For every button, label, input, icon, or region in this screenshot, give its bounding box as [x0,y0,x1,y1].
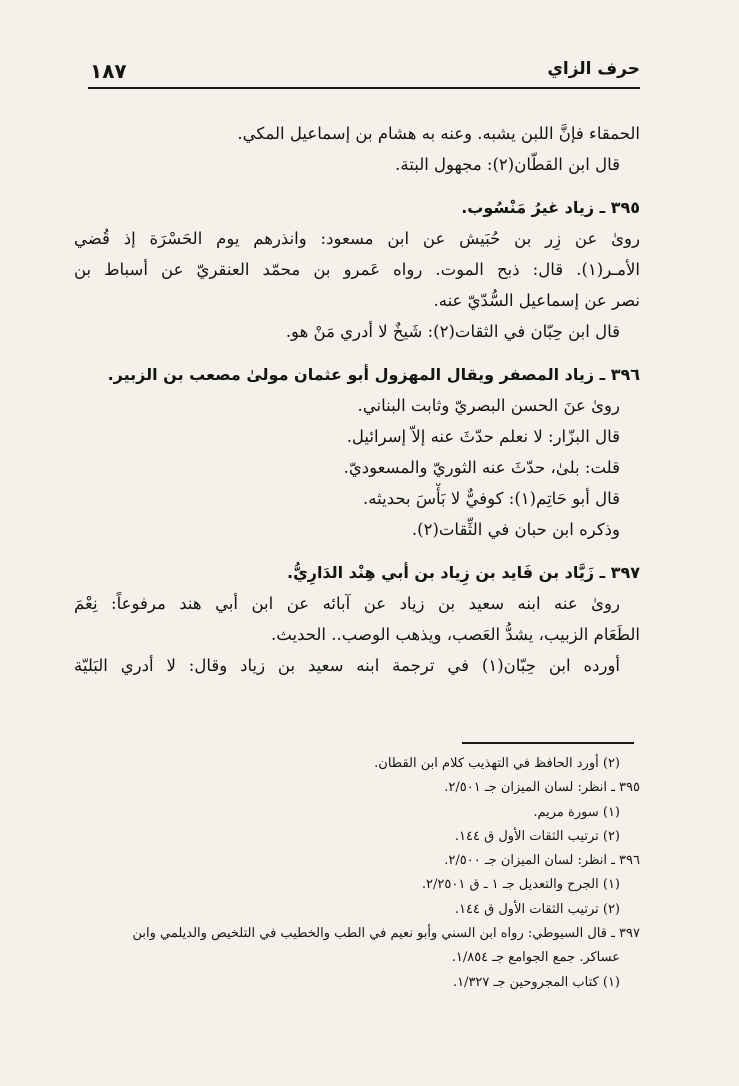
footnote-line: ٣٩٧ ـ قال السيوطي: رواه ابن السني وأبو نعيم في الطب والخطيب في التلخيص والديلمي وابن [132,926,640,942]
footnote-line: ٣٩٥ ـ انظر: لسان الميزان جـ ٢/٥٠١. [444,780,640,796]
text-line: قلت: بلىٰ، حدّثَ عنه الثوريّ والمسعوديّ. [343,458,620,477]
footnote-line: (٢) ترتيب الثقات الأول ق ١٤٤. [454,901,620,917]
footnote-line: (٢) أورد الحافظ في التهذيب كلام ابن القطان. [374,756,620,771]
entry-heading: ٣٩٧ ـ زَيَّاد بن فَايد بن زِياد بن أبي هِنْد الدَارِيُّ. [286,563,640,582]
text-line: قال ابن حِبّان في الثقات(٢): شَيخٌ لا أدري مَنْ هو. [285,322,620,341]
text-line: وذكره ابن حبان في الثِّقات(٢). [411,520,620,539]
footnotes [72,752,640,995]
footnote-line: (٢) ترتيب الثقات الأول ق ١٤٤. [454,828,620,844]
footnote-line: (١) كتاب المجروحين جـ ١/٣٢٧. [452,974,620,990]
text-line: روىٰ عنَ الحسن البصريّ وثابت البناني. [357,396,620,415]
text-line: روىٰ عنه ابنه سعيد بن زياد عن آبائه عن ابن أبي هند مرفوعاً: نِعْمَ [74,594,620,613]
text-line: الأمـر(١). قال: ذبح الموت. رواه عَمرو بن محمّد العنقريّ عن أسباط بن [74,260,640,279]
footnote-divider [462,742,634,744]
running-title: حرف الزاي [547,59,640,79]
page-number: ١٨٧ [90,59,127,83]
text-line: الحمقاء فإنَّ اللبن يشبه. وعنه به هشام بن إسماعيل المكي. [237,124,640,143]
footnote-line: (١) سورة مريم. [533,804,620,820]
text-line: روىٰ عن زِر بن حُبَيش عن ابن مسعود: وانذرهم يوم الحَسْرَة إذ قُضي [74,229,640,248]
text-line: قال البزّار: لا نعلم حدّثَ عنه إلاّ إسرائيل. [346,427,620,446]
entry-heading: ٣٩٦ ـ زياد المصفر ويقال المهزول أبو عثمان مولىٰ مصعب بن الزبير. [107,365,640,384]
text-line: قال أبو حَاتِم(١): كوفيٌّ لا بَأْسَ بحديثه. [363,489,620,508]
entry-heading: ٣٩٥ ـ زياد غيرُ مَنْسُوب. [461,198,640,217]
text-line: نصر عن إسماعيل السُّدّيّ عنه. [433,291,640,310]
text-line: أورده ابن حِبّان(١) في ترجمة ابنه سعيد بن زياد وقال: لا أدري البَليّة [74,656,620,675]
main-text [74,118,640,681]
footnote-line: (١) الجرح والتعديل جـ ١ ـ ق ٢/٢٥٠١. [421,877,620,893]
text-line: الطَعَام الزبيب، يشدُّ العَصب، ويذهب الوصب.. الحديث. [271,625,640,644]
text-line: قال ابن القطّان(٢): مجهول البتة. [395,155,620,174]
page-header [88,55,640,89]
footnote-line: عساكر. جمع الجوامع جـ ١/٨٥٤. [451,950,620,966]
footnote-line: ٣٩٦ ـ انظر: لسان الميزان جـ ٢/٥٠٠. [444,853,640,869]
